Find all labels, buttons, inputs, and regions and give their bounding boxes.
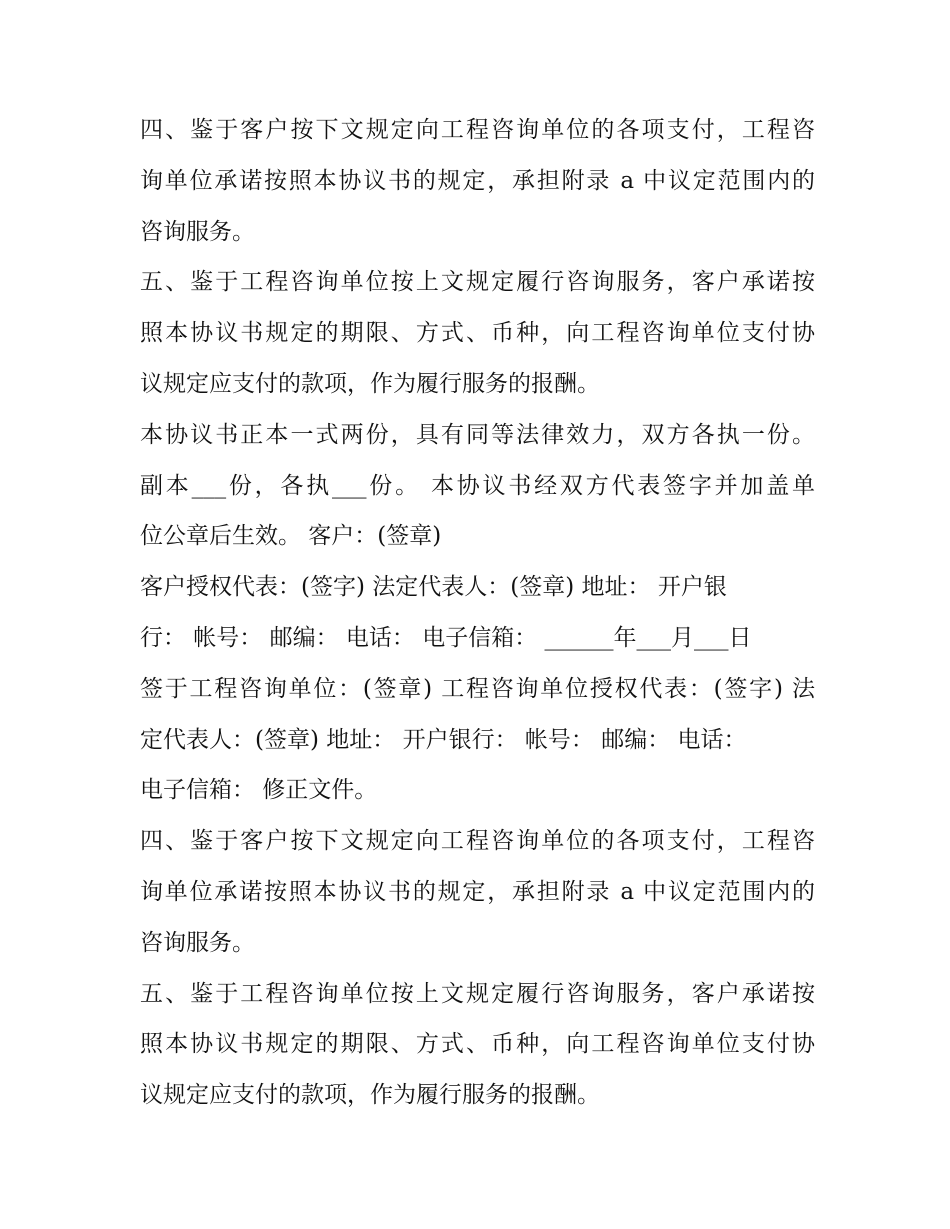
paragraph-line: 本协议书正本一式两份，具有同等法律效力，双方各执一份。 (140, 421, 815, 448)
paragraph-line: 议规定应支付的款项，作为履行服务的报酬。 (140, 1082, 600, 1109)
paragraph-line: 询单位承诺按照本协议书的规定，承担附录 a 中议定范围内的 (140, 878, 815, 905)
paragraph-line: 电子信箱： 修正文件。 (140, 777, 378, 804)
paragraph-line: 咨询服务。 (140, 218, 255, 245)
paragraph-line: 咨询服务。 (140, 929, 255, 956)
paragraph-line: 询单位承诺按照本协议书的规定，承担附录 a 中议定范围内的 (140, 167, 815, 194)
paragraph-line: 议规定应支付的款项，作为履行服务的报酬。 (140, 370, 600, 397)
paragraph-line: 定代表人：(签章) 地址： 开户银行： 帐号： 邮编： 电话： (140, 726, 747, 753)
paragraph-line: 照本协议书规定的期限、方式、币种，向工程咨询单位支付协 (140, 1031, 815, 1058)
paragraph-line: 副本___份，各执___份。 本协议书经双方代表签字并加盖单 (140, 472, 815, 499)
paragraph-line: 客户授权代表：(签字) 法定代表人：(签章) 地址： 开户银 (140, 574, 727, 601)
paragraph-line: 四、鉴于客户按下文规定向工程咨询单位的各项支付，工程咨 (140, 828, 815, 855)
document-body (140, 105, 815, 1121)
paragraph-line: 位公章后生效。 客户：(签章) (140, 523, 442, 550)
paragraph-line: 四、鉴于客户按下文规定向工程咨询单位的各项支付，工程咨 (140, 117, 815, 143)
paragraph-line: 五、鉴于工程咨询单位按上文规定履行咨询服务，客户承诺按 (140, 980, 815, 1007)
paragraph-line: 行： 帐号： 邮编： 电话： 电子信箱： ______年___月___日 (140, 624, 752, 651)
paragraph-line: 照本协议书规定的期限、方式、币种，向工程咨询单位支付协 (140, 320, 815, 347)
paragraph-line: 签于工程咨询单位：(签章) 工程咨询单位授权代表：(签字) 法 (140, 675, 815, 702)
paragraph-line: 五、鉴于工程咨询单位按上文规定履行咨询服务，客户承诺按 (140, 269, 815, 296)
